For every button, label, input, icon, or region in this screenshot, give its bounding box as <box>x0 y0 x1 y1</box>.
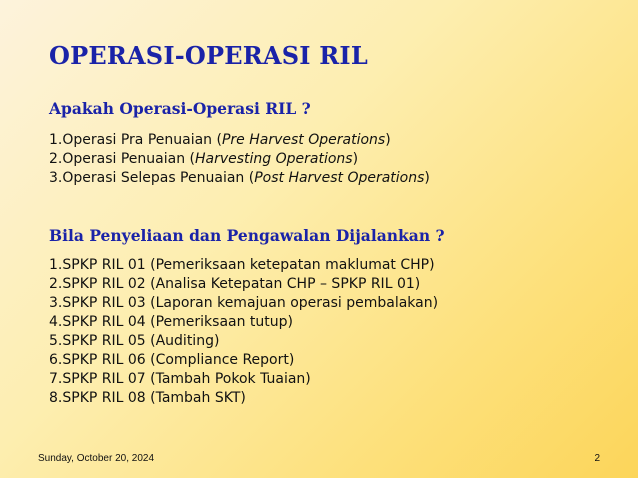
list-item: 2.SPKP RIL 02 (Analisa Ketepatan CHP – SPKP RIL 01) <box>49 276 421 292</box>
list-item: 4.SPKP RIL 04 (Pemeriksaan tutup) <box>49 314 294 330</box>
section-heading-operations: Apakah Operasi-Operasi RIL ? <box>49 99 311 118</box>
list-item: 2.Operasi Penuaian (Harvesting Operations) <box>49 151 359 167</box>
list-item: 6.SPKP RIL 06 (Compliance Report) <box>49 352 295 368</box>
list-item: 7.SPKP RIL 07 (Tambah Pokok Tuaian) <box>49 371 311 387</box>
page-number: 2 <box>594 453 600 464</box>
list-item: 3.SPKP RIL 03 (Laporan kemajuan operasi pembalakan) <box>49 295 439 311</box>
slide-title: OPERASI-OPERASI RIL <box>49 41 368 70</box>
supervision-list <box>49 256 438 408</box>
list-item: 1.Operasi Pra Penuaian (Pre Harvest Operations) <box>49 132 391 148</box>
list-item: 8.SPKP RIL 08 (Tambah SKT) <box>49 390 246 406</box>
operations-list <box>49 131 430 188</box>
section-heading-supervision: Bila Penyeliaan dan Pengawalan Dijalankan ? <box>49 226 445 245</box>
list-item: 5.SPKP RIL 05 (Auditing) <box>49 333 220 349</box>
list-item: 1.SPKP RIL 01 (Pemeriksaan ketepatan maklumat CHP) <box>49 257 435 273</box>
footer-date: Sunday, October 20, 2024 <box>38 453 155 464</box>
list-item: 3.Operasi Selepas Penuaian (Post Harvest Operations) <box>49 170 430 186</box>
